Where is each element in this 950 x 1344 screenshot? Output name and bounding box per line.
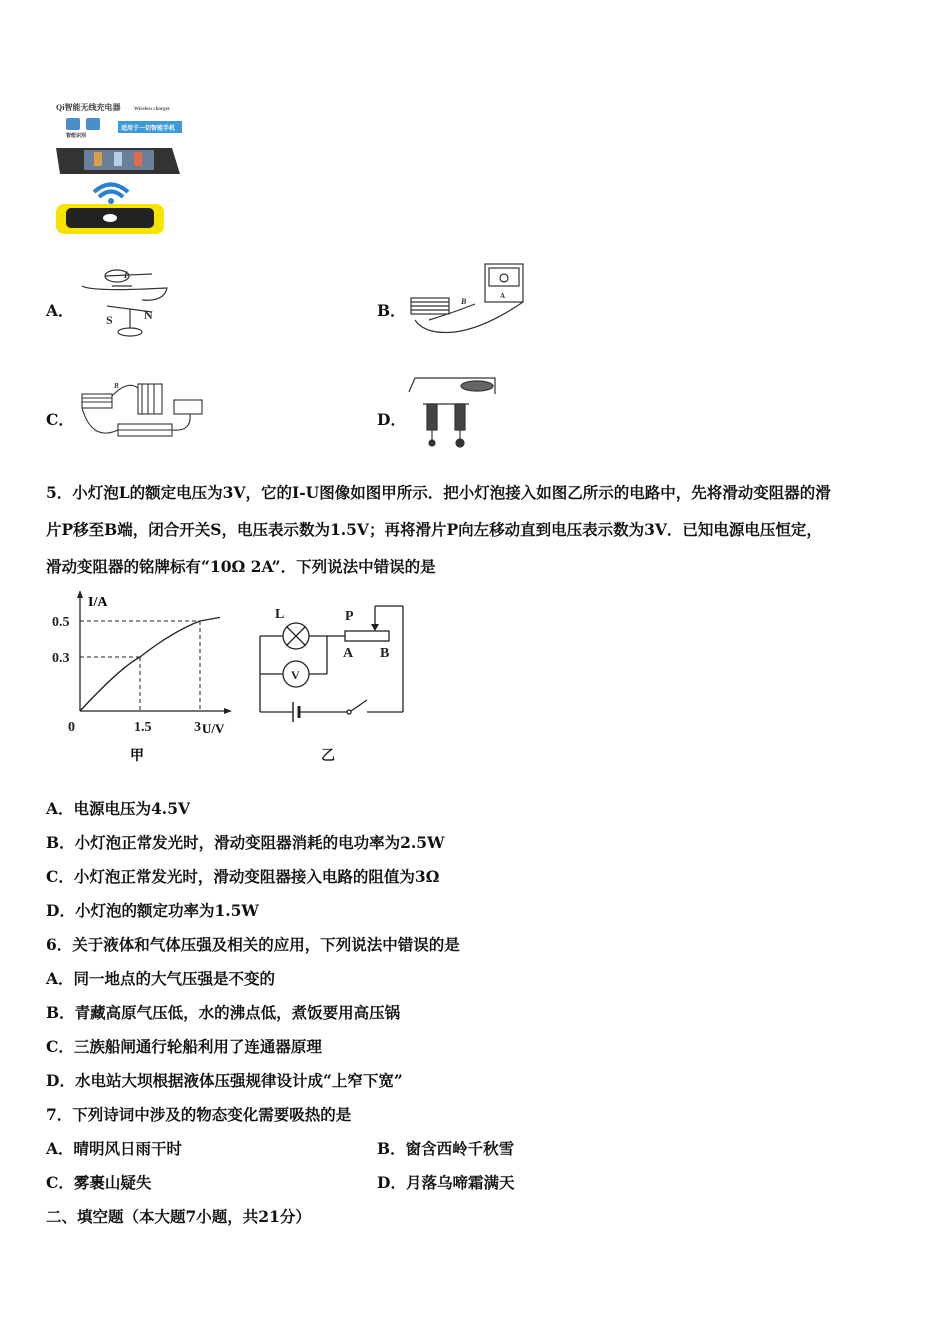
y-axis-label: I/A: [88, 595, 108, 610]
slider-label: P: [345, 609, 354, 624]
circuit-caption: 乙: [321, 749, 335, 764]
q5-option-d: D．小灯泡的额定功率为1.5W: [46, 901, 259, 920]
label-i: I: [124, 270, 128, 280]
ammeter-label: A: [500, 292, 506, 300]
q7-option-a: A．晴明风日雨干时: [46, 1139, 183, 1158]
q4-figure-c: [72, 372, 207, 450]
q7-option-d: D．月落乌啼霜满天: [377, 1173, 515, 1192]
q5-stem-line3: 滑动变阻器的铭牌标有“10Ω 2A”．下列说法中错误的是: [46, 557, 436, 576]
chart-caption: 甲: [130, 749, 144, 764]
charger-title: Qi智能无线充电器: [56, 103, 121, 112]
q4-figure-b: [405, 260, 530, 346]
x-tick-label: 3: [194, 720, 201, 735]
q7-option-c: C．雾裹山疑失: [46, 1173, 152, 1192]
y-tick-label: 0.3: [52, 651, 70, 666]
end-b-label: B: [380, 646, 390, 661]
q6-option-a: A．同一地点的大气压强是不变的: [46, 969, 276, 988]
x-tick-label: 0: [68, 720, 75, 735]
q4-option-c-label: C．: [46, 410, 74, 429]
x-tick-label: 1.5: [134, 720, 152, 735]
voltmeter-label: V: [291, 668, 300, 682]
q5-stem-line2: 片P移至B端，闭合开关S，电压表示数为1.5V；再将滑片P向左移动直到电压表示数为3V．已知电源电压恒定，: [46, 520, 822, 539]
q7-stem: 7．下列诗词中涉及的物态变化需要吸热的是: [46, 1105, 352, 1124]
charger-subtitle: Wireless charger: [134, 107, 171, 112]
x-axis-label: U/V: [202, 721, 225, 736]
lamp-label: L: [275, 607, 285, 622]
q4-figure-a: [72, 262, 172, 342]
q4-option-d-label: D．: [377, 410, 406, 429]
q5-option-c: C．小灯泡正常发光时，滑动变阻器接入电路的阻值为3Ω: [46, 867, 440, 886]
charger-badge: 智能识别: [66, 134, 87, 139]
q6-option-d: D．水电站大坝根据液体压强规律设计成“上窄下宽”: [46, 1071, 403, 1090]
end-a-label: A: [343, 646, 354, 661]
q5-option-b: B．小灯泡正常发光时，滑动变阻器消耗的电功率为2.5W: [46, 833, 445, 852]
q5-option-a: A．电源电压为4.5V: [46, 799, 191, 818]
q6-option-b: B．青藏高原气压低，水的沸点低，煮饭要用高压锅: [46, 1003, 401, 1022]
q4-figure-d: [405, 372, 505, 452]
rheostat: [345, 631, 389, 641]
q6-stem: 6．关于液体和气体压强及相关的应用，下列说法中错误的是: [46, 935, 460, 954]
circuit-diagram: [255, 600, 415, 770]
iu-curve: [80, 617, 220, 711]
section-title: 二、填空题（本大题7小题，共21分）: [46, 1207, 311, 1226]
label-s: S: [106, 313, 113, 327]
q4-option-a-label: A．: [46, 301, 74, 320]
charger-image: [54, 100, 184, 240]
y-tick-label: 0.5: [52, 615, 70, 630]
charger-tagline: 适用于一切智能手机: [121, 126, 176, 132]
q6-option-c: C．三族船闸通行轮船利用了连通器原理: [46, 1037, 322, 1056]
label-n: N: [144, 308, 153, 322]
label-b-field: B: [461, 297, 467, 306]
q5-stem-line1: 5．小灯泡L的额定电压为3V，它的I-U图像如图甲所示．把小灯泡接入如图乙所示的电路中，先将滑动变阻器的滑: [46, 483, 831, 502]
q7-option-b: B．窗含西岭千秋雪: [377, 1139, 515, 1158]
iu-chart: [50, 588, 240, 768]
q4-option-b-label: B．: [377, 301, 406, 320]
label-b-c: B: [114, 382, 119, 390]
